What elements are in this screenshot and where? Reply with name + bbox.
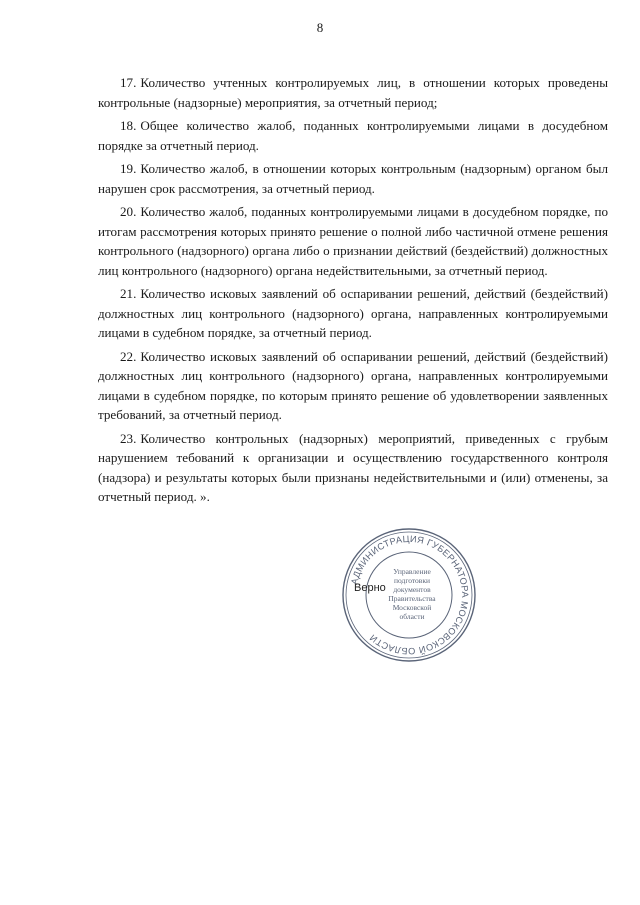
seal-line-3: документов xyxy=(393,585,431,594)
seal-line-5: Московской xyxy=(392,603,432,612)
seal-line-4: Правительства xyxy=(388,594,436,603)
item-number: 23. xyxy=(120,430,137,446)
item-text: Количество учтенных контролируемых лиц, в отношении которых проведены контрольные (надзорные) мероприятия, за отчетный период; xyxy=(98,75,608,110)
item-text: Общее количество жалоб, поданных контролируемыми лицами в досудебном порядке за отчетный период. xyxy=(98,118,608,153)
seal-line-6: области xyxy=(399,612,425,621)
item-number: 22. xyxy=(120,348,137,364)
item-text: Количество жалоб, в отношении которых контрольным (надзорным) органом был нарушен срок рассмотрения, за отчетный период. xyxy=(98,161,608,196)
item-text: Количество исковых заявлений об оспаривании решений, действий (бездействий) должностных лиц контрольного (надзорного) органа, направленных контролируемыми лицами в судебном порядке, за отчетный период. xyxy=(98,286,608,340)
item-text: Количество контрольных (надзорных) мероприятий, приведенных с грубым нарушением тебований к организации и осуществлению государственного контроля (надзора) и результаты которых были признаны недействительными и (или) отменены, за отчетный период. ». xyxy=(98,430,608,504)
page-number: 8 xyxy=(316,20,324,35)
document-body xyxy=(98,73,608,511)
item-number: 17. xyxy=(120,75,137,90)
list-item-22 xyxy=(98,347,608,425)
item-number: 21. xyxy=(120,286,137,301)
seal-graphic xyxy=(340,526,478,664)
item-number: 20. xyxy=(120,204,137,219)
seal-line-1: Управление xyxy=(393,567,431,576)
item-number: 19. xyxy=(120,161,137,176)
item-text: Количество жалоб, поданных контролируемыми лицами в досудебном порядке, по итогам рассмотрения которых принято решение о полной либо частичной отмене решения контрольного (надзорного) органа либо о признании действий (бездействий) должностных лиц контрольного (надзорного) органа недействительными, за отчетный период. xyxy=(98,204,608,278)
seal-line-2: подготовки xyxy=(393,576,431,585)
verno-mark: Верно xyxy=(354,582,386,594)
list-item-18 xyxy=(98,116,608,155)
official-seal xyxy=(340,526,478,664)
item-number: 18. xyxy=(120,118,137,133)
seal-arc-text: АДМИНИСТРАЦИЯ ГУБЕРНАТОРА МОСКОВСКОЙ ОБЛАСТИ xyxy=(349,533,471,657)
item-text: Количество исковых заявлений об оспаривании решений, действий (бездействий) должностных лиц контрольного (надзорного) органа, направленных контролируемыми лицами в судебном порядке, по которым принято решение об удовлетворении заявленных требований, за отчетный период. xyxy=(98,348,608,422)
list-item-19 xyxy=(98,159,608,198)
list-item-23 xyxy=(98,429,608,507)
list-item-21 xyxy=(98,284,608,343)
seal-center-text xyxy=(388,567,436,621)
list-item-20 xyxy=(98,202,608,280)
list-item-17 xyxy=(98,73,608,112)
